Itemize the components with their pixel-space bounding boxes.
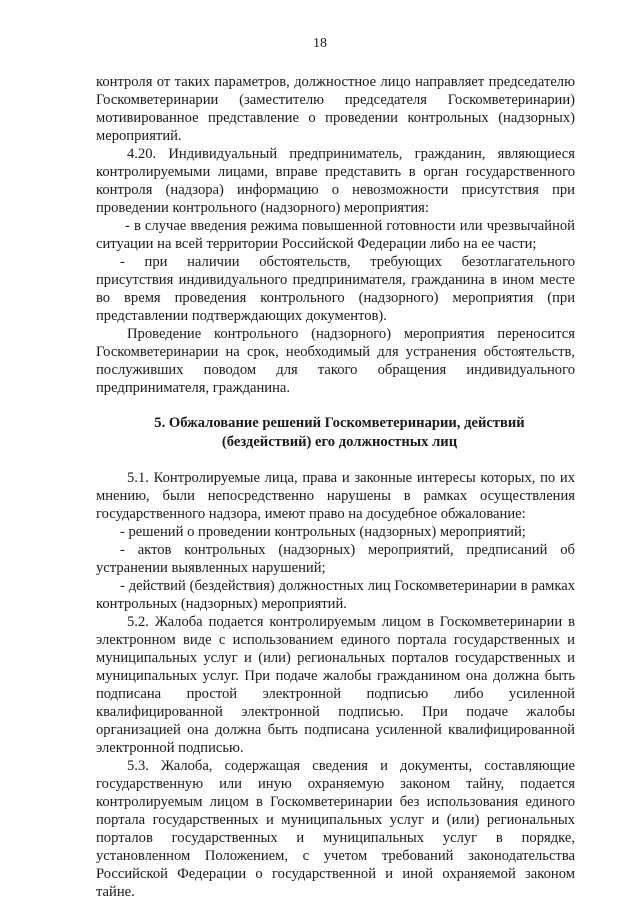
- paragraph-5-1: 5.1. Контролируемые лица, права и законные интересы которых, по их мнению, были непосредственно нарушены в рамках осуществления государственного надзора, имеют право на досудебное обжалование:: [96, 470, 575, 522]
- list-item-decisions: - решений о проведении контрольных (надзорных) мероприятий;: [120, 524, 526, 540]
- section-heading-5: [96, 414, 575, 452]
- paragraph-4-20: 4.20. Индивидуальный предприниматель, гражданин, являющиеся контролируемыми лицами, вправе представить в орган государственного контроля (надзора) информацию о невозможности присутствия при проведении контрольного (надзорного) мероприятия:: [96, 146, 575, 216]
- page-number: 18: [313, 36, 327, 51]
- paragraph-5-2: 5.2. Жалоба подается контролируемым лицом в Госкомветеринарии в электронном виде с использованием единого портала государственных и муниципальных услуг и (или) региональных порталов государственных и муниципальных услуг. При подаче жалобы гражданином она должна быть подписана простой электронной подписью либо усиленной квалифицированной электронной подписью. При подаче жалобы организацией она должна быть подписана усиленной квалифицированной электронной подписью.: [96, 614, 575, 756]
- section-heading-line-2: (бездействий) его должностных лиц: [221, 434, 458, 450]
- section-heading-line-1: 5. Обжалование решений Госкомветеринарии, действий: [154, 415, 525, 431]
- document-body: [96, 73, 575, 901]
- list-item-actions: - действий (бездействия) должностных лиц Госкомветеринарии в рамках контрольных (надзорных) мероприятий.: [96, 578, 575, 612]
- list-item-circumstances: - при наличии обстоятельств, требующих безотлагательного присутствия индивидуального предпринимателя, гражданина в ином месте во время проведения контрольного (надзорного) мероприятия (при представлении подтверждающих документов).: [96, 254, 575, 324]
- list-item-acts: - актов контрольных (надзорных) мероприятий, предписаний об устранении выявленных нарушений;: [96, 542, 575, 576]
- paragraph-postponement: Проведение контрольного (надзорного) мероприятия переносится Госкомветеринарии на срок, необходимый для устранения обстоятельств, послуживших поводом для такого обращения индивидуального предпринимателя, гражданина.: [96, 326, 575, 396]
- paragraph-5-3: 5.3. Жалоба, содержащая сведения и документы, составляющие государственную или иную охраняемую законом тайну, подается контролируемым лицом в Госкомветеринарии без использования единого портала государственных и муниципальных услуг и (или) региональных порталов государственных и муниципальных услуг в порядке, установленном Положением, с учетом требований законодательства Российской Федерации о государственной и иной охраняемой законом тайне.: [96, 758, 575, 900]
- paragraph-continuation: контроля от таких параметров, должностное лицо направляет председателю Госкомветеринарии (заместителю председателя Госкомветеринарии) мотивированное представление о проведении контрольных (надзорных) мероприятий.: [96, 74, 575, 144]
- list-item-emergency: - в случае введения режима повышенной готовности или чрезвычайной ситуации на всей территории Российской Федерации либо на ее части;: [96, 218, 575, 252]
